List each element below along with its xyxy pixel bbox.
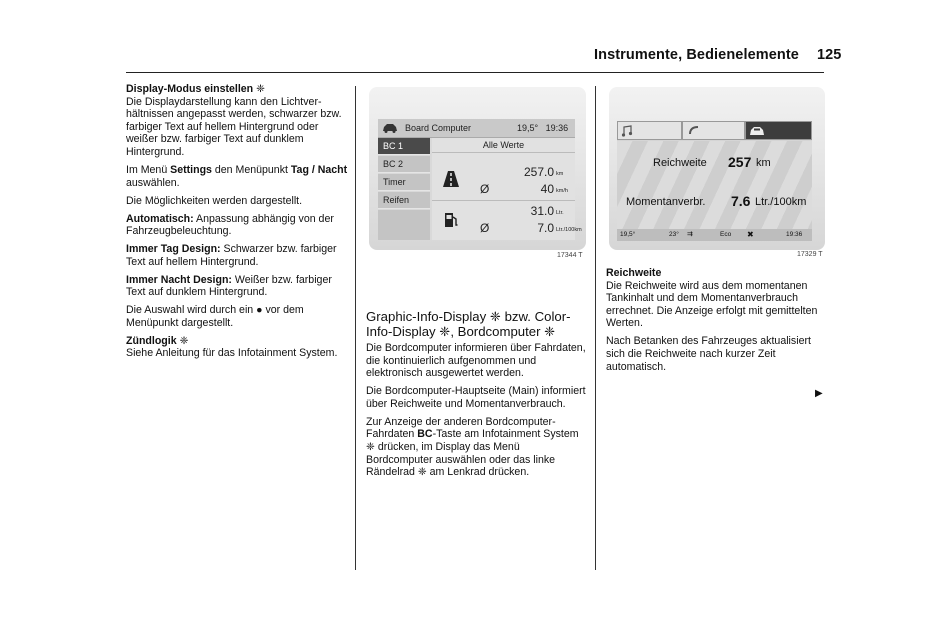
display-title-bar (378, 119, 575, 138)
paragraph: Die Reichweite wird aus dem momentanen Tankinhalt und dem Momentanverbrauch errechnet. Die Anzeige erfolgt mit gemittelten Werten. (606, 279, 818, 330)
graphic-info-display-screen (378, 119, 582, 240)
text: Die Auswahl wird durch ein (126, 304, 257, 317)
panel-divider (432, 200, 575, 201)
fan-icon: ✖ (747, 230, 754, 239)
road-icon (443, 171, 459, 187)
range-unit: km (556, 171, 564, 177)
continue-arrow-icon: ▶ (815, 388, 823, 399)
paragraph (126, 243, 348, 268)
text: Weißer bzw. farbiger Text auf dunklem Hintergrund. (126, 273, 332, 299)
text: -Taste am Infotainment System ❈ drücken, im Display das Menü Bordcomputer auswählen oder das linke Rändelrad ❈ am Lenkrad drücken. (366, 428, 579, 479)
paragraph (126, 213, 348, 238)
fuel-pump-icon (444, 212, 459, 228)
fuel-value: 31.0 (530, 204, 554, 218)
column-middle (366, 310, 588, 484)
avg-speed-value: 40 (540, 182, 554, 196)
column-right (606, 267, 826, 379)
display-tabs (617, 121, 812, 140)
status-outside-temp: 23° (669, 231, 679, 238)
tab-vehicle[interactable] (745, 121, 812, 140)
menu-item-bc2[interactable]: BC 2 (378, 156, 430, 173)
all-values-panel (432, 138, 582, 240)
option-term: Immer Nacht Design: (126, 273, 232, 286)
section-ignition-logic (126, 335, 348, 360)
consumption-unit: Ltr./100km (755, 196, 807, 208)
section-heading-board-computer: Graphic-Info-Display ❈ bzw. Color-Info-Display ❈, Bordcomputer ❈ (366, 309, 571, 339)
column-divider-2 (595, 86, 596, 570)
range-unit: km (756, 157, 771, 169)
consumption-label: Momentanverbr. (626, 196, 706, 208)
text: vor dem Menüpunkt dargestellt. (126, 304, 304, 329)
button-term: BC (417, 428, 433, 441)
range-value: 257 (728, 154, 752, 170)
diameter-symbol: Ø (480, 182, 490, 196)
bullet-icon: ● (256, 304, 263, 317)
menu-empty (378, 210, 430, 240)
music-note-icon (621, 125, 633, 137)
color-info-display-screen (617, 121, 812, 241)
option-icon: ❈ (179, 334, 189, 347)
status-temperature: 19,5° (620, 231, 636, 238)
status-clock: 19:36 (786, 231, 803, 238)
clock: 19:36 (545, 123, 569, 133)
section-heading-range (606, 267, 826, 280)
car-icon (382, 123, 398, 133)
menu-item-bc1[interactable]: BC 1 (378, 138, 430, 155)
paragraph: Nach Betanken des Fahrzeuges aktualisiert sich die Reichweite nach kurzer Zeit automatisch. (606, 335, 811, 373)
paragraph (126, 274, 348, 299)
menu-term: Tag / Nacht (290, 163, 348, 176)
fuel-unit: Ltr. (556, 210, 564, 216)
column-left (126, 83, 348, 365)
menu-item-reifen[interactable]: Reifen (378, 192, 430, 209)
tab-audio[interactable] (617, 121, 682, 140)
status-bar (617, 229, 812, 241)
paragraph: Die Bordcomputer informieren über Fahrdaten, die kontinuierlich aufgenommen und elektronisch ausgewertet werden. (366, 342, 586, 380)
paragraph (126, 164, 348, 189)
figure-number: 17329 T (797, 251, 823, 258)
running-header (594, 47, 841, 63)
temperature: 19,5° (517, 123, 539, 133)
range-value: 257.0 (523, 165, 554, 179)
chapter-title: Instrumente, Bedienelemente (594, 47, 799, 63)
tab-phone[interactable] (682, 121, 745, 140)
paragraph: Siehe Anleitung für das Infotainment System. (126, 347, 338, 360)
text: Schwarzer bzw. farbiger Text auf hellem Hintergrund. (126, 243, 337, 268)
section-display-mode (126, 83, 348, 159)
paragraph: Die Displaydarstellung kann den Lichtverhältnissen angepasst werden, schwarzer bzw. farbiger Text auf hellem Hintergrund oder weißer bzw. farbiger Text auf dunklem Hintergrund. (126, 95, 342, 158)
avg-fuel-unit: Ltr./100km (556, 227, 582, 233)
phone-icon (688, 125, 700, 137)
section-heading: Zündlogik (126, 334, 177, 347)
paragraph (126, 304, 348, 329)
text: auswählen. (126, 176, 180, 189)
option-term: Automatisch: (126, 212, 194, 225)
paragraph: Die Bordcomputer-Hauptseite (Main) informiert über Reichweite und Momentanverbrauch. (366, 385, 586, 410)
menu-term: Settings (170, 163, 212, 176)
paragraph: Die Möglichkeiten werden dargestellt. (126, 194, 303, 207)
figure-number: 17344 T (557, 252, 583, 259)
header-rule (126, 72, 824, 73)
option-term: Immer Tag Design: (126, 243, 221, 256)
display-temp-time (517, 123, 568, 133)
page-number: 125 (816, 47, 842, 63)
display-main-area (617, 141, 812, 230)
car-icon (749, 125, 765, 137)
range-label: Reichweite (653, 157, 707, 169)
text: Anpassung abhängig von der Fahrzeugbeleuchtung. (126, 212, 334, 238)
avg-fuel-value: 7.0 (537, 221, 554, 235)
status-eco: Eco (720, 231, 732, 238)
text: Zur Anzeige der anderen Bordcomputer-Fahrdaten (366, 415, 556, 441)
diameter-symbol: Ø (480, 221, 490, 235)
text: den Menüpunkt (211, 163, 291, 176)
panel-title: Alle Werte (432, 138, 575, 153)
consumption-value: 7.6 (731, 193, 751, 209)
recirculation-icon: ⇉ (687, 231, 693, 238)
section-heading: Display-Modus einstellen (126, 83, 254, 95)
paragraph (366, 416, 588, 479)
section-heading: Reichweite (606, 267, 662, 279)
display-title: Board Computer (405, 123, 472, 133)
option-icon: ❈ (256, 83, 265, 95)
avg-speed-unit: km/h (556, 188, 568, 194)
menu-item-timer[interactable]: Timer (378, 174, 430, 191)
text: Im Menü (126, 163, 171, 176)
column-divider-1 (355, 86, 356, 570)
